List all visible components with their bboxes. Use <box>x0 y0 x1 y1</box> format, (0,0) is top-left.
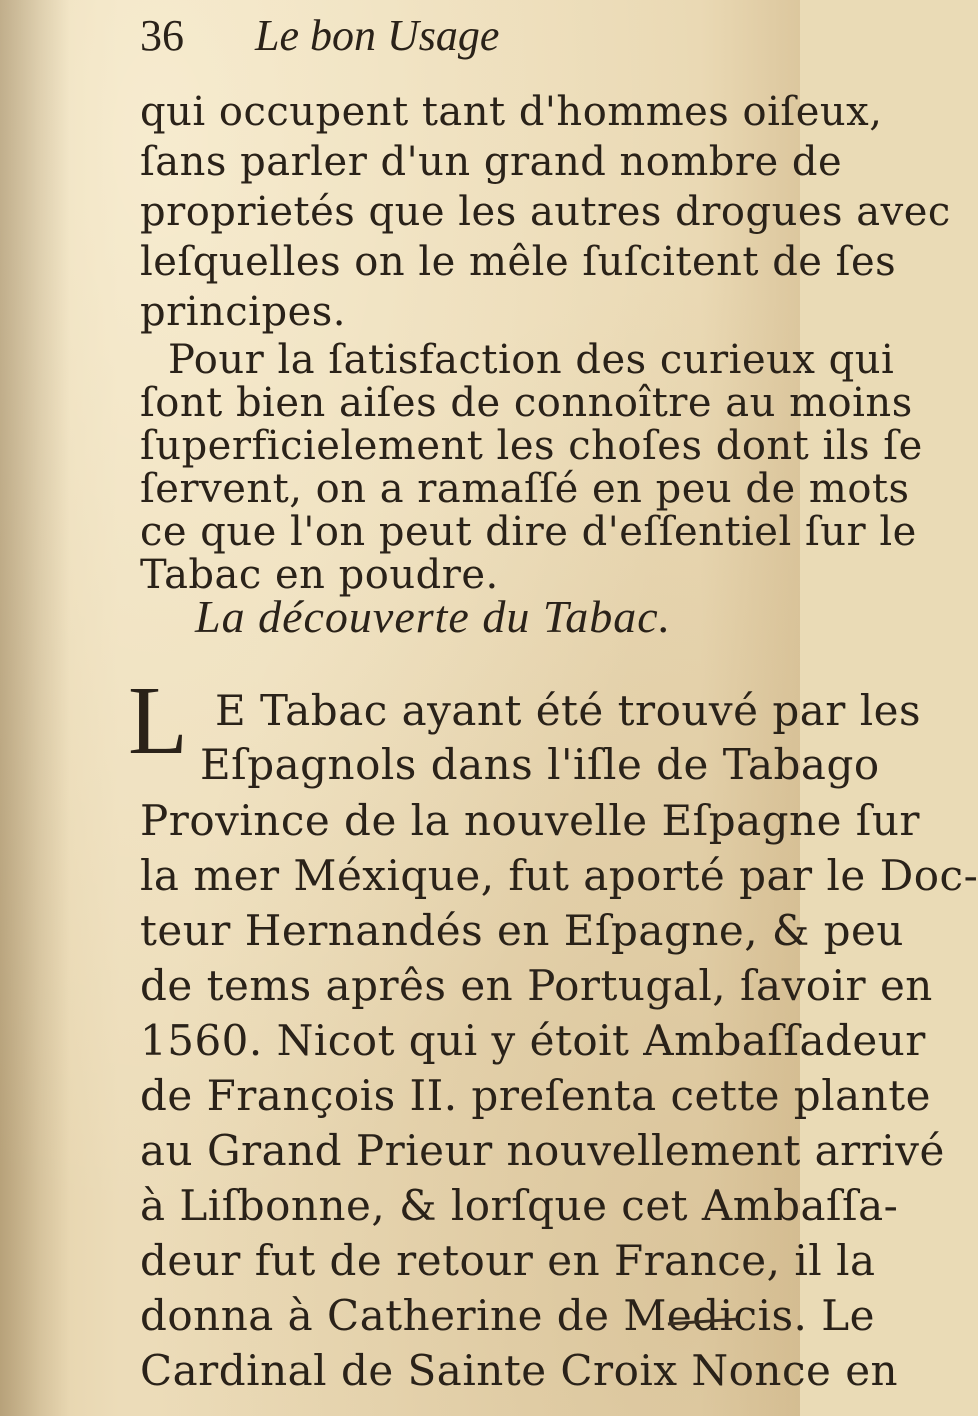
drop-capital: L <box>128 667 188 775</box>
text-line: Cardinal de Sainte Croix Nonce en <box>140 1346 899 1395</box>
text-line: ce que l'on peut dire d'eſſentiel ſur le <box>140 509 917 555</box>
page-gutter-shadow <box>0 0 70 1416</box>
text-line: principes. <box>140 289 346 335</box>
text-line: Pour la ſatisfaction des curieux qui <box>168 337 895 383</box>
text-line: deur fut de retour en France, il la <box>140 1236 876 1285</box>
text-line: au Grand Prieur nouvellement arrivé <box>140 1126 945 1175</box>
text-line: Province de la nouvelle Eſpagne ſur <box>140 796 920 845</box>
text-line: à Liſbonne, & lorſque cet Ambaſſa- <box>140 1181 899 1230</box>
text-line: ſuperficielement les choſes dont ils ſe <box>140 423 923 469</box>
text-line: ſans parler d'un grand nombre de <box>140 139 843 185</box>
text-line: qui occupent tant d'hommes oiſeux, <box>140 89 883 135</box>
text-line: ſont bien aiſes de connoître au moins <box>140 380 913 426</box>
text-line: ſervent, on a ramaſſé en peu de mots <box>140 466 910 512</box>
page-number: 36 <box>140 11 184 60</box>
text-line: donna à Catherine de Medicis. Le <box>140 1291 876 1340</box>
text-line: de tems aprês en Portugal, ſavoir en <box>140 961 933 1010</box>
text-line: Eſpagnols dans l'iſle de Tabago <box>200 740 880 789</box>
text-line: 1560. Nicot qui y étoit Ambaſſadeur <box>140 1016 926 1065</box>
text-line: leſquelles on le mêle ſuſcitent de ſes <box>140 239 897 285</box>
text-line: Tabac en poudre. <box>140 552 499 598</box>
text-line: teur Hernandés en Eſpagne, & peu <box>140 906 904 955</box>
running-header <box>140 10 499 61</box>
text-line: de François II. preſenta cette plante <box>140 1071 931 1120</box>
section-title: La découverte du Tabac. <box>195 591 672 642</box>
text-line: proprietés que les autres drogues avec <box>140 189 951 235</box>
running-title: Le bon Usage <box>255 11 500 60</box>
text-line: E Tabac ayant été trouvé par les <box>215 686 922 735</box>
text-line: la mer Méxique, fut aporté par le Doc- <box>140 851 978 900</box>
